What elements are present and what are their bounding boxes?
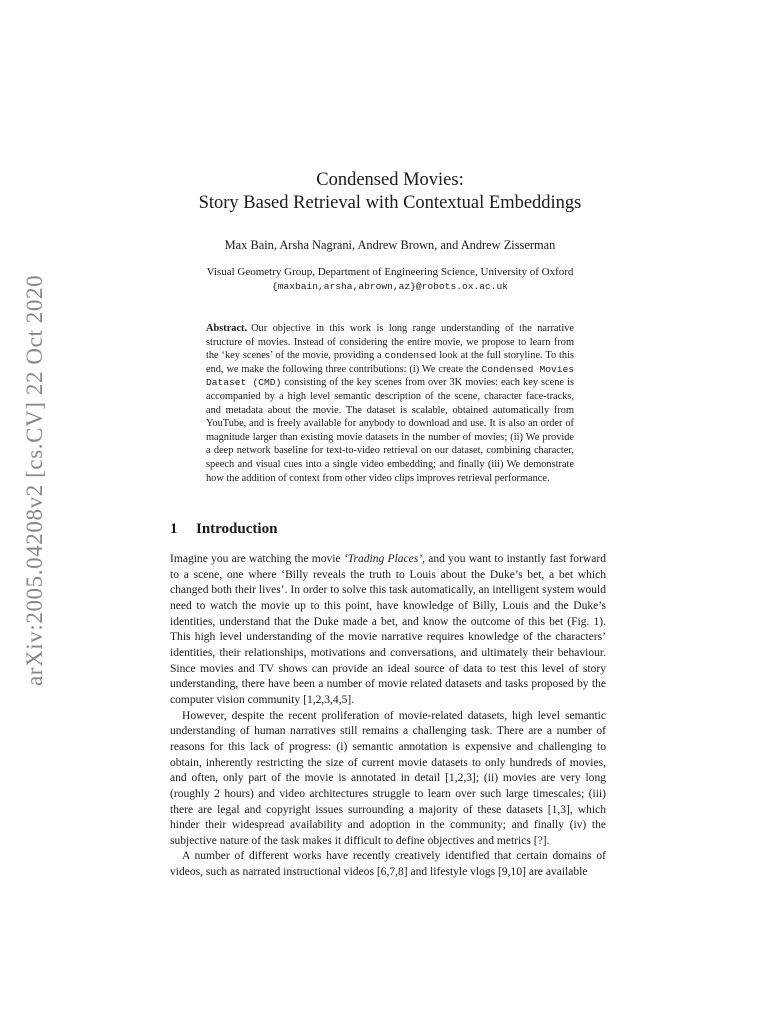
introduction-body bbox=[170, 552, 606, 881]
paper-title-line-2: Story Based Retrieval with Contextual Embeddings bbox=[198, 193, 582, 213]
paragraph-3: A number of different works have recently creatively identified that certain domains of videos, such as narrated instructional videos [6,7,8] and lifestyle vlogs [9,10] are available bbox=[170, 850, 606, 879]
paragraph-1-start: Imagine you are watching the movie bbox=[170, 553, 344, 565]
section-number: 1 bbox=[170, 521, 178, 537]
paragraph-2: However, despite the recent proliferation of movie-related datasets, high level semantic understanding of human narratives still remains a challenging task. There are a number of reasons for this lack of progress: (i) semantic annotation is expensive and challenging to obtain, inherently restricting the size of current movie datasets to only hundreds of movies, and often, only part of the movie is annotated in detail [1,2,3]; (ii) movies are very long (roughly 2 hours) and video architectures struggle to learn over such large timescales; (iii) there are legal and copyright issues surrounding a majority of these datasets [1,3], which hinder their widespread availability and adoption in the community; and finally (iv) the subjective nature of the task makes it difficult to define objectives and metrics [?]. bbox=[170, 709, 606, 847]
abstract-text-1: Our objective in this work is long range understanding of the narrative structure of movies. Instead of considering the entire movie, we propose to learn from the ‘key scenes’ of the movie, providing a bbox=[206, 323, 574, 362]
movie-title-trading-places: ‘Trading Places’ bbox=[343, 553, 423, 565]
abstract-mono-dataset-name: Condensed Movies Dataset (CMD) bbox=[206, 363, 574, 389]
arxiv-identifier: arXiv:2005.04208v2 [cs.CV] 22 Oct 2020 bbox=[22, 274, 47, 686]
affiliation: Visual Geometry Group, Department of Engineering Science, University of Oxford bbox=[206, 266, 574, 278]
abstract-text-2: look at the full storyline. To this end, we make the following three contributions: (i) We create the bbox=[206, 350, 574, 375]
author-list: Max Bain, Arsha Nagrani, Andrew Brown, and Andrew Zisserman bbox=[224, 238, 556, 252]
paragraph-1 bbox=[170, 552, 606, 709]
abstract bbox=[206, 322, 574, 485]
paper-title-line-1: Condensed Movies: bbox=[316, 170, 464, 190]
abstract-text-3: consisting of the key scenes from over 3K movies: each key scene is accompanied by a high level semantic description of the scene, character face-tracks, and metadata about the movie. The dataset is scalable, obtained automatically from YouTube, and is freely available for anybody to download and use. It is also an order of magnitude larger than existing movie datasets in the number of movies; (ii) We provide a deep network baseline for text-to-video retrieval on our dataset, combining character, speech and visual cues into a single video embedding; and finally (iii) We demonstrate how the addition of context from other video clips improves retrieval performance. bbox=[206, 377, 574, 484]
section-title: Introduction bbox=[196, 521, 278, 537]
abstract-label: Abstract. bbox=[206, 323, 248, 334]
author-emails: {maxbain,arsha,abrown,az}@robots.ox.ac.uk bbox=[271, 281, 509, 292]
paragraph-1-rest: , and you want to instantly fast forward to a scene, one where ‘Billy reveals the truth to Louis about the Duke’s bet, a bet which changed both their lives’. In order to solve this task automatically, an intelligent system would need to watch the movie up to this point, have knowledge of Billy, Louis and the Duke’s identities, understand that the Duke made a bet, and know the outcome of this bet (Fig. 1). This high level understanding of the movie narrative requires knowledge of the characters’ identities, their relationships, motivations and conversations, and ultimately their behaviour. Since movies and TV shows can provide an ideal source of data to test this level of story understanding, there have been a number of movie related datasets and tasks proposed by the computer vision community [1,2,3,4,5]. bbox=[170, 553, 606, 706]
abstract-mono-condensed: condensed bbox=[384, 350, 437, 362]
section-heading-introduction bbox=[170, 521, 277, 538]
